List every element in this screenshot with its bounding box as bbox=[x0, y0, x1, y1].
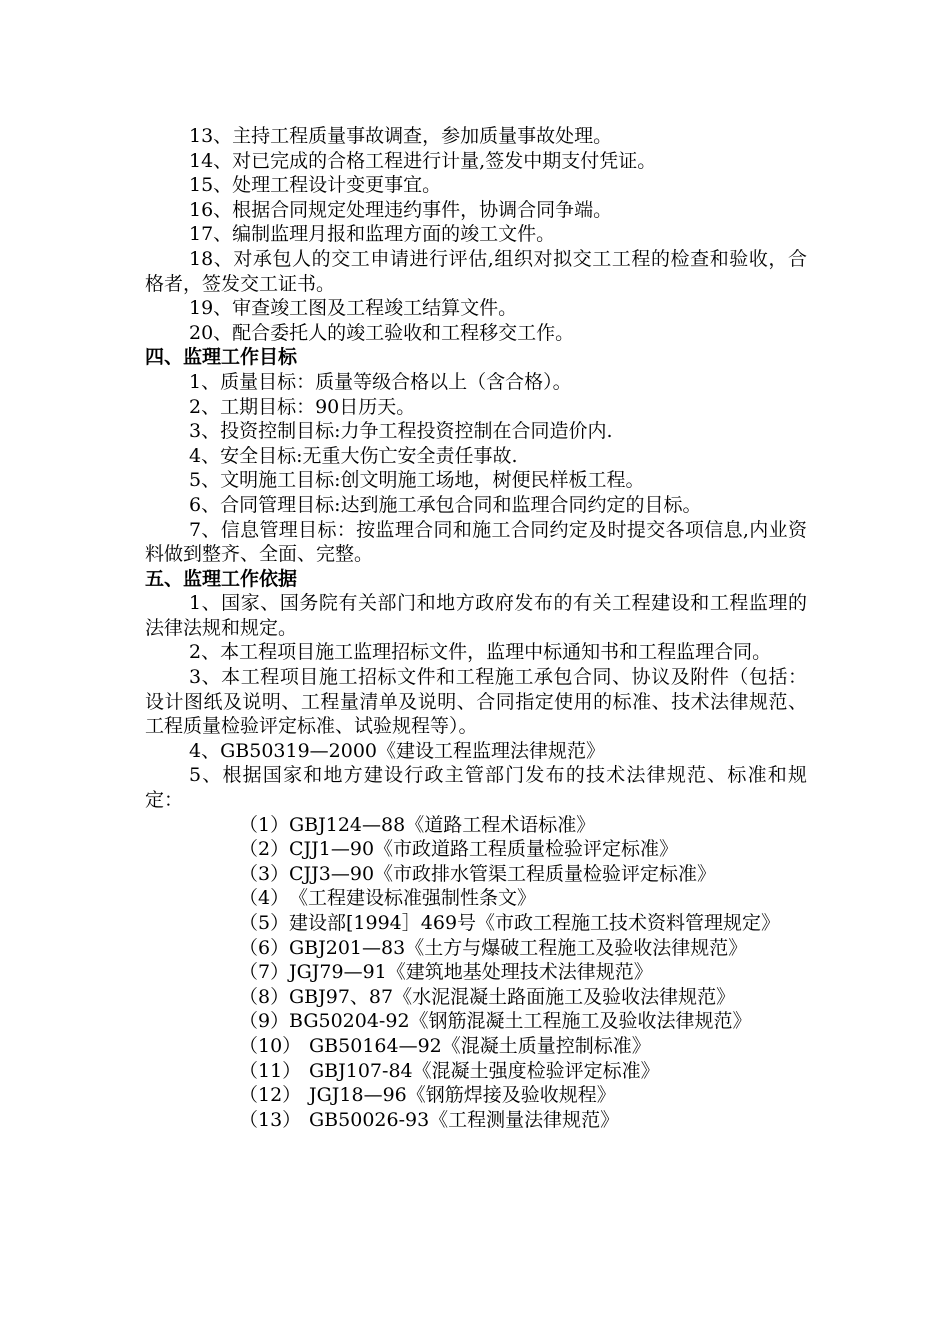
standard-item bbox=[145, 813, 807, 838]
standard-title: CJJ3—90《市政排水管渠工程质量检验评定标准》 bbox=[289, 862, 717, 885]
standard-item bbox=[145, 911, 807, 936]
standard-number: （10） bbox=[239, 1034, 302, 1057]
objective-item-5: 5、文明施工目标:创文明施工场地，树便民样板工程。 bbox=[189, 469, 645, 492]
standard-title: 《工程建设标准强制性条文》 bbox=[289, 887, 537, 910]
objective-item-2: 2、工期目标：90日历天。 bbox=[189, 395, 416, 418]
standard-number: （1） bbox=[239, 813, 290, 836]
standard-number: （9） bbox=[239, 1010, 290, 1033]
standard-item bbox=[145, 1059, 807, 1084]
duty-item-14: 14、对已完成的合格工程进行计量,签发中期支付凭证。 bbox=[189, 149, 657, 172]
standard-number: （2） bbox=[239, 838, 290, 861]
standard-item bbox=[145, 1034, 807, 1059]
standard-item bbox=[145, 1108, 807, 1133]
basis-item-4: 4、GB50319—2000《建设工程监理法律规范》 bbox=[189, 739, 606, 762]
standard-item bbox=[145, 837, 807, 862]
basis-item-1: 1、国家、国务院有关部门和地方政府发布的有关工程建设和工程监理的法律法规和规定。 bbox=[145, 592, 807, 639]
duty-item-20: 20、配合委托人的竣工验收和工程移交工作。 bbox=[189, 321, 575, 344]
standard-number: （8） bbox=[239, 985, 290, 1008]
standard-title: BG50204-92《钢筋混凝土工程施工及验收法律规范》 bbox=[289, 1010, 752, 1033]
objective-item-6: 6、合同管理目标:达到施工承包合同和监理合同约定的目标。 bbox=[189, 493, 702, 516]
duty-item-19: 19、审查竣工图及工程竣工结算文件。 bbox=[189, 297, 518, 320]
basis-item-2: 2、本工程项目施工监理招标文件，监理中标通知书和工程监理合同。 bbox=[189, 641, 772, 664]
document-page bbox=[145, 124, 807, 1132]
section-heading-basis: 五、监理工作依据 bbox=[145, 567, 298, 590]
standard-number: （7） bbox=[239, 961, 290, 984]
duty-item-15: 15、处理工程设计变更事宜。 bbox=[189, 174, 442, 197]
standard-item bbox=[145, 985, 807, 1010]
standard-item bbox=[145, 1083, 807, 1108]
section-heading-objectives: 四、监理工作目标 bbox=[145, 346, 298, 369]
standard-title: CJJ1—90《市政道路工程质量检验评定标准》 bbox=[289, 838, 679, 861]
objective-item-3: 3、投资控制目标:力争工程投资控制在合同造价内. bbox=[189, 420, 613, 443]
standard-number: （6） bbox=[239, 936, 290, 959]
standard-number: （12） bbox=[239, 1084, 302, 1107]
objective-item-7: 7、信息管理目标：按监理合同和施工合同约定及时提交各项信息,内业资料做到整齐、全面、完整。 bbox=[145, 518, 807, 566]
standard-item bbox=[145, 936, 807, 961]
standard-title: 建设部[1994］469号《市政工程施工技术资料管理规定》 bbox=[289, 912, 781, 934]
duty-item-16: 16、根据合同规定处理违约事件，协调合同争端。 bbox=[189, 198, 613, 221]
standard-title: JGJ18—96《钢筋焊接及验收规程》 bbox=[309, 1084, 616, 1107]
basis-item-3: 3、本工程项目施工招标文件和工程施工承包合同、协议及附件（包括：设计图纸及说明、工程量清单及说明、合同指定使用的标准、技术法律规范、工程质量检验评定标准、试验规程等）。 bbox=[145, 666, 807, 738]
standard-title: GBJ107-84《混凝土强度检验评定标准》 bbox=[309, 1059, 660, 1082]
objective-item-4: 4、安全目标:无重大伤亡安全责任事故. bbox=[189, 444, 518, 467]
standard-title: JGJ79—91《建筑地基处理技术法律规范》 bbox=[289, 961, 653, 984]
standard-number: （13） bbox=[239, 1108, 302, 1131]
objective-item-1: 1、质量目标：质量等级合格以上（含合格）。 bbox=[189, 370, 572, 393]
standard-title: GBJ124—88《道路工程术语标准》 bbox=[289, 813, 596, 836]
basis-item-5: 5、根据国家和地方建设行政主管部门发布的技术法律规范、标准和规定： bbox=[145, 764, 807, 812]
standard-number: （5） bbox=[239, 912, 290, 934]
standard-item bbox=[145, 862, 807, 887]
standard-number: （4） bbox=[239, 887, 290, 910]
standard-number: （3） bbox=[239, 862, 290, 885]
standard-item bbox=[145, 960, 807, 985]
standard-title: GBJ201—83《土方与爆破工程施工及验收法律规范》 bbox=[289, 936, 748, 959]
duty-item-13: 13、主持工程质量事故调查，参加质量事故处理。 bbox=[189, 125, 613, 147]
standard-number: （11） bbox=[239, 1059, 302, 1082]
standard-title: GB50026-93《工程测量法律规范》 bbox=[309, 1108, 620, 1131]
duty-item-18: 18、对承包人的交工申请进行评估,组织对拟交工工程的检查和验收，合格者，签发交工证书。 bbox=[145, 247, 807, 295]
standard-item bbox=[145, 1009, 807, 1034]
standard-title: GB50164—92《混凝土质量控制标准》 bbox=[309, 1034, 651, 1057]
duty-item-17: 17、编制监理月报和监理方面的竣工文件。 bbox=[189, 223, 556, 246]
standard-title: GBJ97、87《水泥混凝土路面施工及验收法律规范》 bbox=[289, 985, 736, 1008]
standard-item bbox=[145, 886, 807, 911]
